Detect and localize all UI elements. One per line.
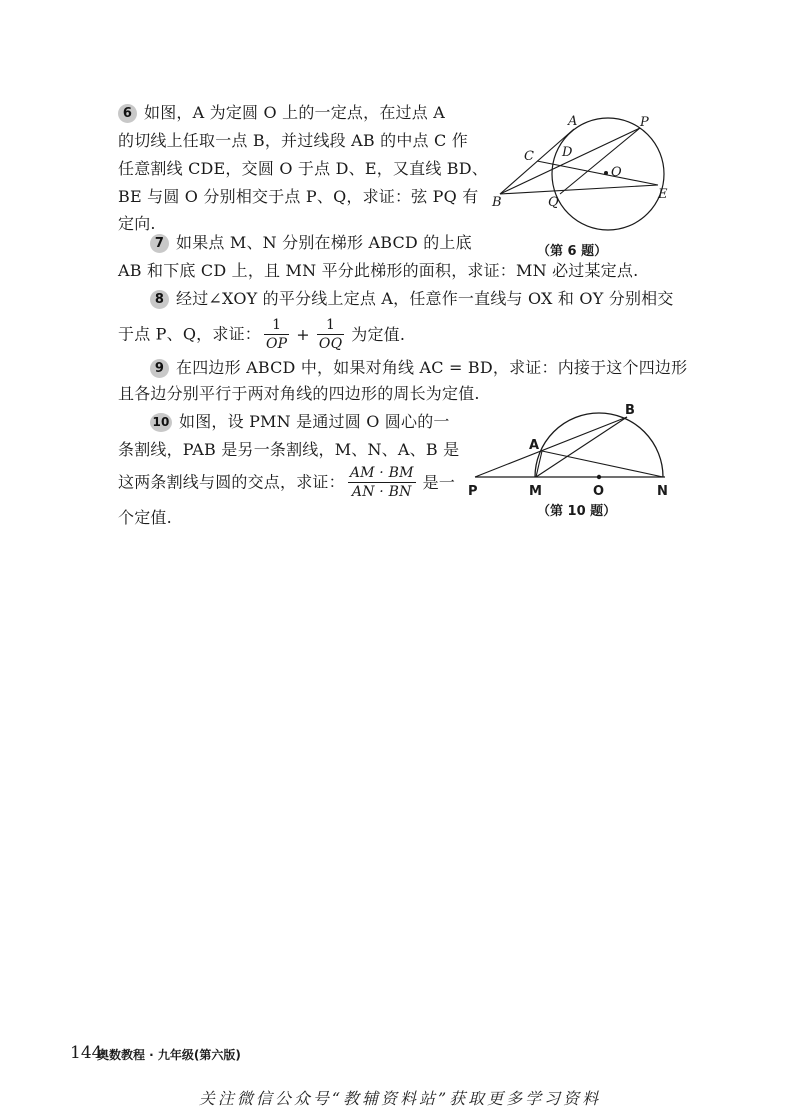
center-o-dot — [604, 171, 608, 175]
problem10-line3-prefix: 这两条割线与圆的交点，求证： — [118, 472, 345, 492]
problem6-line5: 定向. — [118, 214, 156, 233]
label-b: B — [492, 195, 502, 210]
chord-pq — [560, 128, 640, 194]
figure-10 — [465, 403, 680, 503]
fraction-numerator: AM · BM — [349, 465, 414, 481]
problem10-line4: 个定值. — [118, 508, 172, 527]
problem10-number-badge: 10 — [150, 413, 172, 432]
fraction-am-bm-over-an-bn — [348, 464, 416, 501]
problem6-number-badge: 6 — [118, 104, 137, 123]
problem8-text: 经过∠XOY 的平分线上定点 A，任意作一直线与 OX 和 OY 分别相交 — [176, 289, 674, 308]
label-p: P — [640, 115, 649, 130]
page-number: 144 — [70, 1043, 103, 1063]
problem8-line2 — [118, 312, 405, 356]
problem8-line1 — [150, 288, 674, 310]
fraction1-denominator: OP — [265, 336, 288, 352]
problem10-text: 如图，设 PMN 是通过圆 O 圆心的一 — [179, 412, 450, 431]
problem10-line2: 条割线，PAB 是另一条割线，M、N、A、B 是 — [118, 440, 460, 459]
problem6-line2: 的切线上任取一点 B，并过线段 AB 的中点 C 作 — [118, 131, 468, 150]
problem8-number-badge: 8 — [150, 290, 169, 309]
label-a: A — [529, 438, 540, 453]
fraction-denominator: AN · BN — [351, 484, 412, 500]
fraction-1-over-oq — [317, 316, 344, 353]
problem9-text: 在四边形 ABCD 中，如果对角线 AC = BD，求证：内接于这个四边形 — [176, 358, 688, 377]
label-n: N — [657, 484, 668, 499]
problem6-text: 如图，A 为定圆 O 上的一定点，在过点 A — [144, 103, 445, 122]
problem7-line1 — [150, 232, 472, 254]
line-be — [500, 185, 658, 194]
label-p: P — [468, 484, 478, 499]
secant-cde — [537, 161, 658, 185]
figure-6 — [480, 112, 680, 236]
problem6-line3: 任意割线 CDE，交圆 O 于点 D、E，又直线 BD、 — [118, 159, 488, 178]
fraction2-numerator: 1 — [317, 316, 344, 335]
figure-10-caption: （第 10 题） — [537, 504, 617, 519]
circle-o — [552, 118, 664, 230]
figure-6-caption: （第 6 题） — [537, 244, 608, 259]
label-e: E — [658, 187, 668, 202]
problem7-number-badge: 7 — [150, 234, 169, 253]
problem6-line1 — [118, 102, 445, 124]
problem10-line3 — [118, 460, 455, 504]
label-o: O — [593, 484, 605, 499]
label-c: C — [524, 149, 534, 164]
problem8-line2-suffix: 为定值. — [351, 324, 406, 344]
problem7-text: 如果点 M、N 分别在梯形 ABCD 的上底 — [176, 233, 472, 252]
problem9-number-badge: 9 — [150, 359, 169, 378]
problem10-line3-suffix: 是一 — [422, 472, 456, 492]
segment-an — [542, 451, 663, 477]
problem8-line2-prefix: 于点 P、Q，求证： — [118, 324, 261, 344]
plus-sign: + — [296, 324, 310, 344]
problem6-line4: BE 与圆 O 分别相交于点 P、Q，求证：弦 PQ 有 — [118, 187, 479, 206]
fraction-1-over-op — [264, 316, 289, 353]
line-bp — [500, 128, 640, 194]
book-title: 奥数教程 · 九年级(第六版) — [97, 1048, 241, 1062]
label-m: M — [529, 484, 542, 499]
label-q: Q — [548, 195, 559, 210]
problem7-line2: AB 和下底 CD 上，且 MN 平分此梯形的面积，求证：MN 必过某定点. — [118, 261, 639, 280]
label-d: D — [562, 145, 573, 160]
problem10-line1 — [150, 411, 450, 433]
fraction2-denominator: OQ — [318, 336, 343, 352]
problem9-line1 — [150, 357, 687, 379]
footer-banner: 关注微信公众号“教辅资料站”获取更多学习资料 — [198, 1089, 602, 1108]
label-o: O — [611, 165, 622, 180]
fraction1-numerator: 1 — [264, 316, 289, 335]
label-b: B — [625, 403, 635, 418]
secant-pab — [475, 417, 627, 477]
label-a: A — [568, 114, 578, 129]
problem9-line2: 且各边分别平行于两对角线的四边形的周长为定值. — [118, 384, 480, 403]
semicircle-o — [535, 413, 663, 477]
center-o-dot — [597, 475, 601, 479]
